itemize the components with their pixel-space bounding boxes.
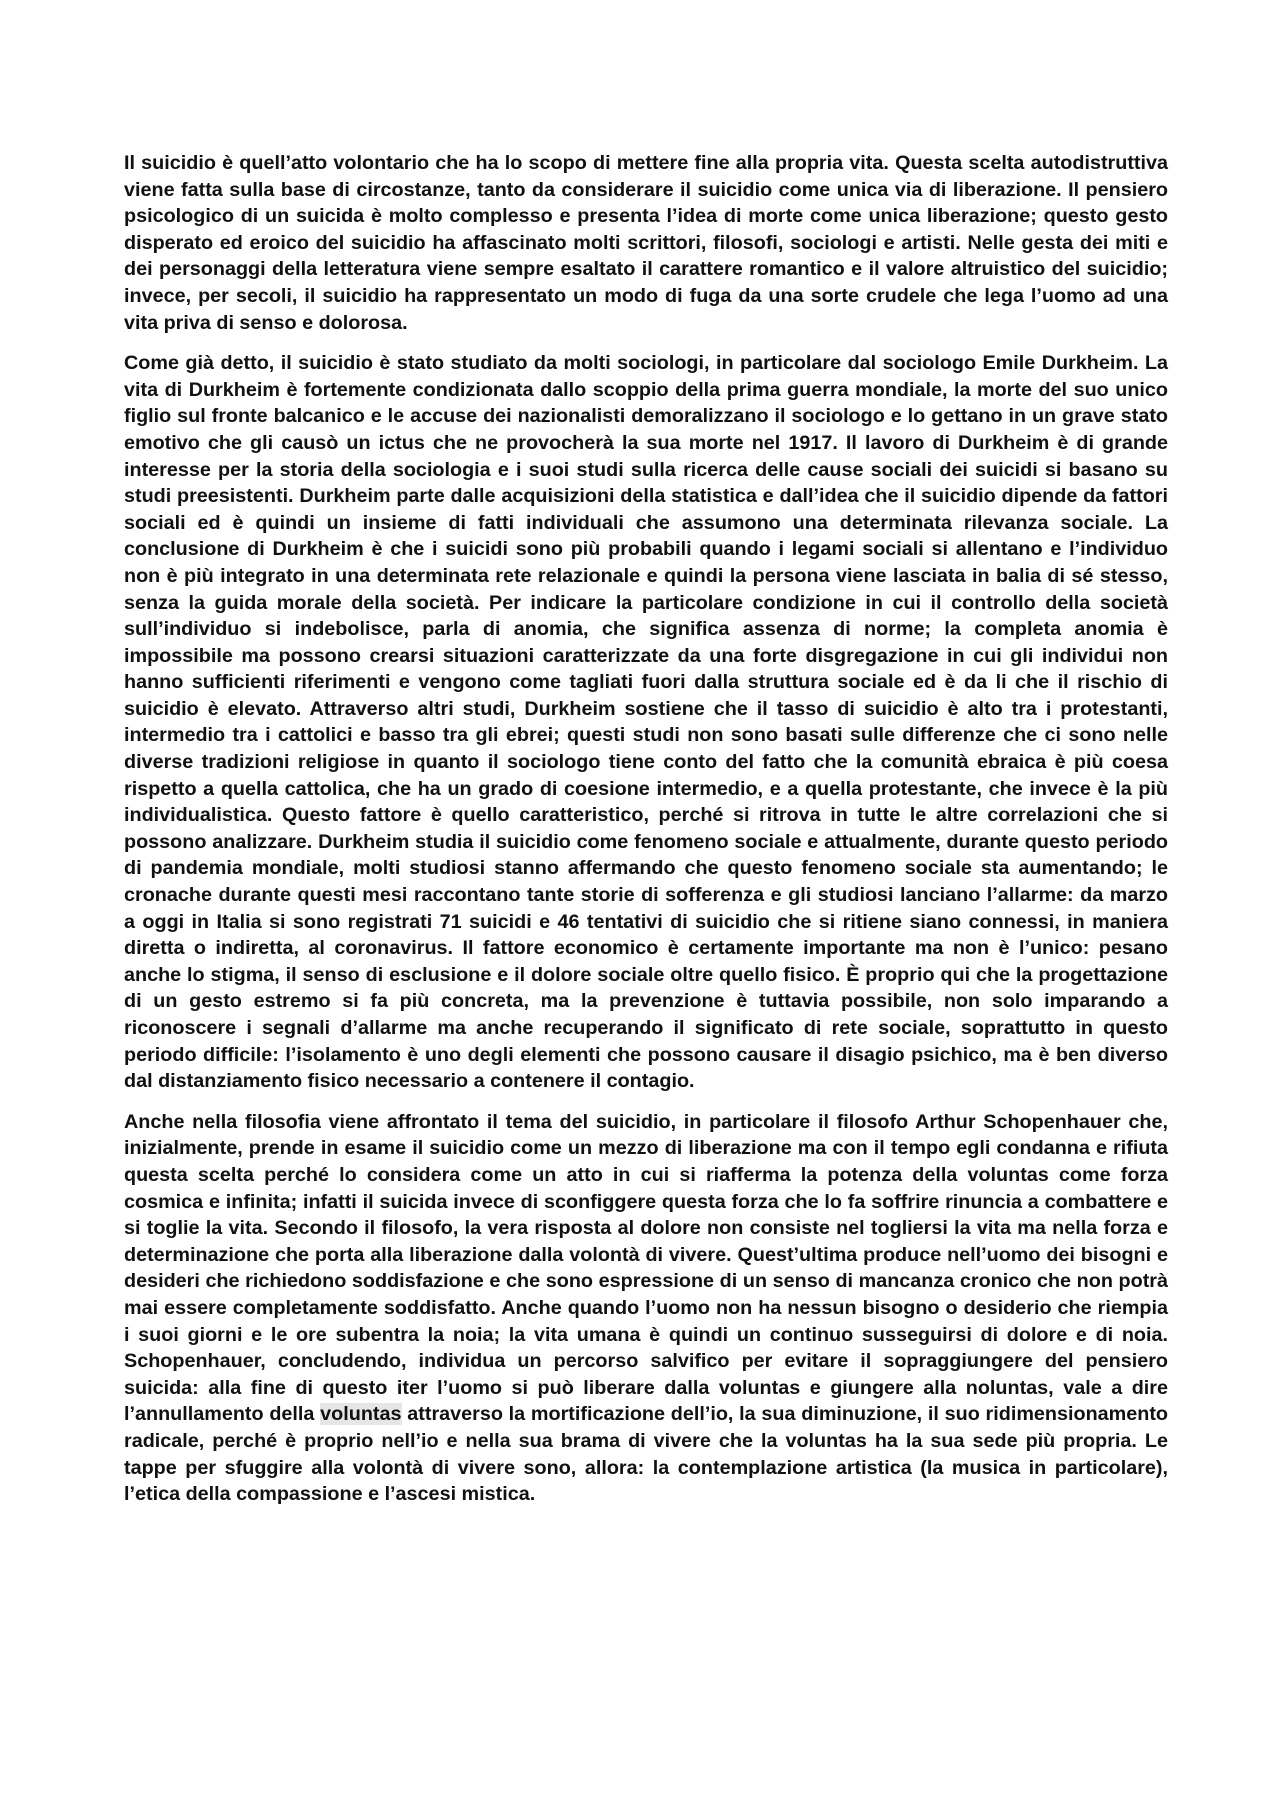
highlighted-word: voluntas <box>320 1403 402 1426</box>
document-page <box>124 150 1168 1522</box>
paragraph-schopenhauer-part-1: Anche nella filosofia viene affrontato il tema del suicidio, in particolare il filosofo Arthur Schopenhauer che, inizialmente, prende in esame il suicidio come un mezzo di liberazione ma con il tempo egli condanna e rifiuta questa scelta perché lo considera come un atto in cui si riafferma la potenza della voluntas come forza cosmica e infinita; infatti il suicida invece di sconfiggere questa forza che lo fa soffrire rinuncia a combattere e si toglie la vita. Secondo il filosofo, la vera risposta al dolore non consiste nel togliersi la vita ma nella forza e determinazione che porta alla liberazione dalla volontà di vivere. Quest’ultima produce nell’uomo dei bisogni e desideri che richiedono soddisfazione e che sono espressione di un senso di mancanza cronico che non potrà mai essere completamente soddisfatto. Anche quando l’uomo non ha nessun bisogno o desiderio che riempia i suoi giorni e le ore subentra la noia; la vita umana è quindi un continuo susseguirsi di dolore e di noia. Schopenhauer, concludendo, individua un percorso salvifico per evitare il sopraggiungere del pensiero suicida: alla fine di questo iter l’uomo si può liberare dalla voluntas e giungere alla noluntas, vale a dire l’annullamento della <box>124 1110 1168 1426</box>
paragraph-durkheim: Come già detto, il suicidio è stato studiato da molti sociologi, in particolare dal sociologo Emile Durkheim. La vita di Durkheim è fortemente condizionata dallo scoppio della prima guerra mondiale, la morte del suo unico figlio sul fronte balcanico e le accuse dei nazionalisti demoralizzano il sociologo e lo gettano in un grave stato emotivo che gli causò un ictus che ne provocherà la sua morte nel 1917. Il lavoro di Durkheim è di grande interesse per la storia della sociologia e i suoi studi sulla ricerca delle cause sociali dei suicidi si basano su studi preesistenti. Durkheim parte dalle acquisizioni della statistica e dall’idea che il suicidio dipende da fattori sociali ed è quindi un insieme di fatti individuali che assumono una determinata rilevanza sociale. La conclusione di Durkheim è che i suicidi sono più probabili quando i legami sociali si allentano e l’individuo non è più integrato in una determinata rete relazionale e quindi la persona viene lasciata in balia di sé stesso, senza la guida morale della società. Per indicare la particolare condizione in cui il controllo della società sull’individuo si indebolisce, parla di anomia, che significa assenza di norme; la completa anomia è impossibile ma possono crearsi situazioni caratterizzate da una forte disgregazione in cui gli individui non hanno sufficienti riferimenti e vengono come tagliati fuori dalla struttura sociale ed è da li che il rischio di suicidio è elevato. Attraverso altri studi, Durkheim sostiene che il tasso di suicidio è alto tra i protestanti, intermedio tra i cattolici e basso tra gli ebrei; questi studi non sono basati sulle differenze che ci sono nelle diverse tradizioni religiose in quanto il sociologo tiene conto del fatto che la comunità ebraica è più coesa rispetto a quella cattolica, che ha un grado di coesione intermedio, e a quella protestante, che invece è la più individualistica. Questo fattore è quello caratteristico, perché si ritrova in tutte le altre correlazioni che si possono analizzare. Durkheim studia il suicidio come fenomeno sociale e attualmente, durante questo periodo di pandemia mondiale, molti studiosi stanno affermando che questo fenomeno sociale sta aumentando; le cronache durante questi mesi raccontano tante storie di sofferenza e gli studiosi lanciano l’allarme: da marzo a oggi in Italia si sono registrati 71 suicidi e 46 tentativi di suicidio che si ritiene siano connessi, in maniera diretta o indiretta, al coronavirus. Il fattore economico è certamente importante ma non è l’unico: pesano anche lo stigma, il senso di esclusione e il dolore sociale oltre quello fisico. È proprio qui che la progettazione di un gesto estremo si fa più concreta, ma la prevenzione è tuttavia possibile, non solo imparando a riconoscere i segnali d’allarme ma anche recuperando il significato di rete sociale, soprattutto in questo periodo difficile: l’isolamento è uno degli elementi che possono causare il disagio psichico, ma è ben diverso dal distanziamento fisico necessario a contenere il contagio. <box>124 352 1168 1093</box>
paragraph-intro: Il suicidio è quell’atto volontario che ha lo scopo di mettere fine alla propria vita. Questa scelta autodistruttiva viene fatta sulla base di circostanze, tanto da considerare il suicidio come unica via di liberazione. Il pensiero psicologico di un suicida è molto complesso e presenta l’idea di morte come unica liberazione; questo gesto disperato ed eroico del suicidio ha affascinato molti scrittori, filosofi, sociologi e artisti. Nelle gesta dei miti e dei personaggi della letteratura viene sempre esaltato il carattere romantico e il valore altruistico del suicidio; invece, per secoli, il suicidio ha rappresentato un modo di fuga da una sorte crudele che lega l’uomo ad una vita priva di senso e dolorosa. <box>124 152 1168 334</box>
paragraph-schopenhauer-part-2: attraverso la mortificazione dell’io, la sua diminuzione, il suo ridimensionamento radicale, perché è proprio nell’io e nella sua brama di vivere che la voluntas ha la sua sede più propria. Le tappe per sfuggire alla volontà di vivere sono, allora: la contemplazione artistica (la musica in particolare), l’etica della compassione e l’ascesi mistica. <box>124 1403 1169 1506</box>
paragraph-schopenhauer <box>124 1109 1168 1508</box>
